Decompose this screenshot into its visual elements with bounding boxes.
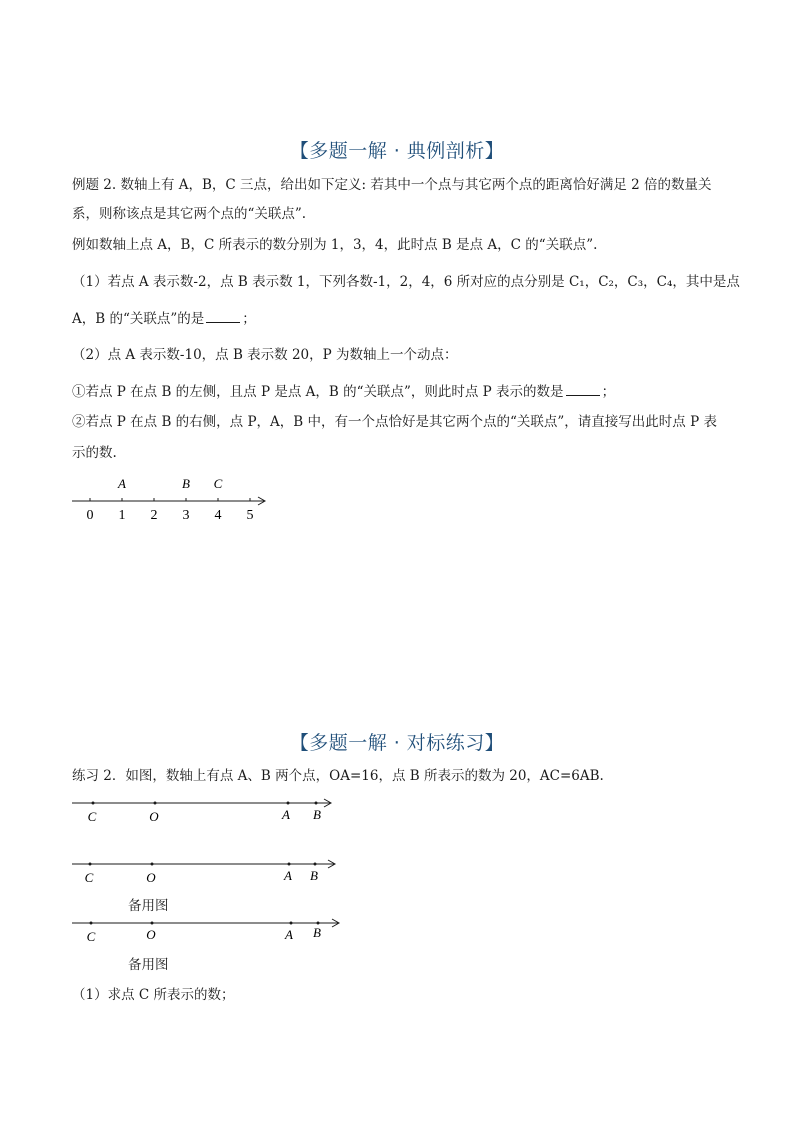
label-a: A (285, 927, 293, 942)
question-1-line-1: （1）若点 A 表示数-2，点 B 表示数 1，下列各数-1，2，4，6 所对应的点分别是 C₁，C₂，C₃，C₄，其中是点 (72, 274, 740, 290)
point-c (92, 802, 95, 805)
point-o (154, 802, 157, 805)
question-2-stem: （2）点 A 表示数-10，点 B 表示数 20，P 为数轴上一个动点： (72, 347, 458, 363)
example-text-line-3: 例如数轴上点 A，B，C 所表示的数分别为 1，3，4，此时点 B 是点 A，C 的“关联点”. (72, 237, 598, 253)
label-b: B (310, 868, 318, 883)
point-o (151, 863, 154, 866)
backup-figure-caption: 备用图 (128, 898, 169, 914)
question-2-part-1-text: ①若点 P 在点 B 的左侧，且点 P 是点 A，B 的“关联点”，则此时点 P 表示的数是 (72, 384, 564, 400)
point-c (90, 922, 93, 925)
label-c: C (86, 929, 96, 944)
tick-label: 5 (246, 508, 254, 523)
point-b (315, 802, 318, 805)
label-o: O (149, 809, 159, 824)
backup-figure-caption: 备用图 (128, 957, 169, 973)
point-a (290, 922, 293, 925)
question-2-part-2-line-1: ②若点 P 在点 B 的右侧，点 P，A，B 中，有一个点恰好是其它两个点的“关联点”，请直接写出此时点 P 表 (72, 414, 717, 430)
point-o (151, 922, 154, 925)
question-2-part-1-end: ； (601, 384, 616, 400)
point-label-c: C (213, 476, 223, 491)
label-a: A (284, 868, 292, 883)
point-b (314, 863, 317, 866)
point-c (89, 863, 92, 866)
point-label-a: A (118, 476, 126, 491)
example-text-line-1: 例题 2. 数轴上有 A，B，C 三点，给出如下定义: 若其中一个点与其它两个点的距离恰好满足 2 倍的数量关 (72, 177, 712, 193)
tick-label: 0 (86, 508, 94, 523)
label-c: C (87, 809, 97, 824)
number-line-figure (68, 472, 278, 524)
point-label-b: B (182, 476, 190, 491)
point-a (287, 802, 290, 805)
question-1-line-2 (72, 310, 256, 328)
label-a: A (282, 807, 290, 822)
tick-label: 4 (214, 508, 222, 523)
label-b: B (313, 807, 321, 822)
point-a (288, 863, 291, 866)
example-text-line-2: 系，则称该点是其它两个点的“关联点”. (72, 206, 307, 222)
answer-blank (566, 383, 600, 396)
tick-label: 3 (182, 508, 190, 523)
label-o: O (146, 870, 156, 885)
exercise-number-line (68, 795, 338, 829)
exercise-question-1: （1）求点 C 所表示的数； (72, 987, 235, 1003)
tick-label: 2 (150, 508, 158, 523)
question-2-part-2-line-2: 示的数. (72, 445, 117, 461)
backup-number-line-2 (68, 915, 344, 949)
label-c: C (84, 870, 94, 885)
exercise-text: 练习 2．如图，数轴上有点 A、B 两个点，OA=16，点 B 所表示的数为 20，AC=6AB. (72, 768, 604, 784)
label-o: O (146, 927, 156, 942)
backup-number-line-1 (68, 856, 340, 890)
section1-title: 【多题一解 · 典例剖析】 (289, 140, 505, 162)
question-1-end: ； (242, 311, 256, 327)
section2-title: 【多题一解 · 对标练习】 (289, 732, 505, 754)
answer-blank (206, 310, 240, 323)
label-b: B (313, 925, 321, 940)
tick-label: 1 (118, 508, 126, 523)
question-1-text: A，B 的“关联点”的是 (72, 311, 205, 327)
question-2-part-1 (72, 383, 615, 401)
